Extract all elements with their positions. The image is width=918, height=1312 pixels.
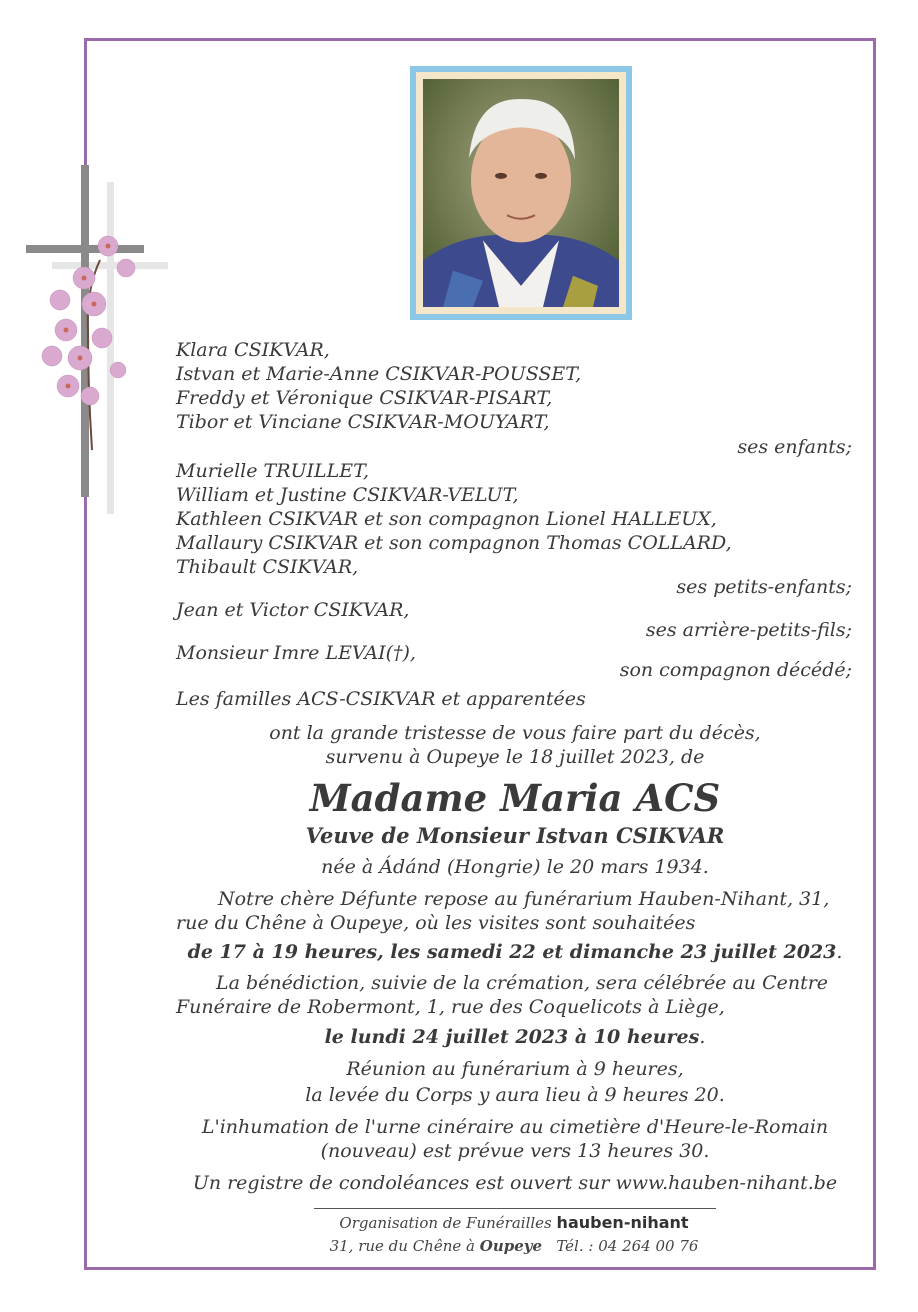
visitation-line: Notre chère Défunte repose au funérarium Hauben-Nihant, 31, xyxy=(218,888,830,910)
footer-divider xyxy=(314,1208,716,1209)
birth-info: née à Ádánd (Hongrie) le 20 mars 1934. xyxy=(321,856,709,878)
children-role: ses enfants; xyxy=(737,436,852,458)
visitation-hours-end: . xyxy=(836,941,843,963)
great-grandchildren-role: ses arrière-petits-fils; xyxy=(645,619,852,641)
grandchildren-role: ses petits-enfants; xyxy=(676,576,852,598)
child-name: Freddy et Véronique CSIKVAR-PISART, xyxy=(176,387,553,409)
cross-with-flowers-icon xyxy=(22,160,172,520)
grandchild-name: William et Justine CSIKVAR-VELUT, xyxy=(176,484,519,506)
burial-line: (nouveau) est prévue vers 13 heures 30. xyxy=(320,1140,710,1162)
grandchild-name: Thibault CSIKVAR, xyxy=(176,556,359,578)
footer-street: 31, rue du Chêne à xyxy=(329,1237,475,1255)
companion-role: son compagnon décédé; xyxy=(619,659,852,681)
ceremony-line: La bénédiction, suivie de la crémation, sera célébrée au Centre xyxy=(216,972,829,994)
ceremony-date-end: . xyxy=(699,1026,706,1048)
burial-line: L'inhumation de l'urne cinéraire au cimetière d'Heure-le-Romain xyxy=(201,1116,829,1138)
footer-address xyxy=(84,1236,918,1256)
ceremony-date-text: le lundi 24 juillet 2023 à 10 heures xyxy=(324,1026,700,1048)
announcement-line: ont la grande tristesse de vous faire part du décès, xyxy=(269,722,761,744)
meeting-line: Réunion au funérarium à 9 heures, xyxy=(346,1058,684,1080)
grandchild-name: Mallaury CSIKVAR et son compagnon Thomas COLLARD, xyxy=(176,532,732,554)
child-name: Klara CSIKVAR, xyxy=(176,339,330,361)
meeting-line: la levée du Corps y aura lieu à 9 heures 20. xyxy=(305,1084,725,1106)
footer-phone: Tél. : 04 264 00 76 xyxy=(556,1237,699,1255)
child-name: Tibor et Vinciane CSIKVAR-MOUYART, xyxy=(176,411,550,433)
portrait-photo xyxy=(423,79,619,307)
footer-org-prefix: Organisation de Funérailles xyxy=(339,1214,552,1232)
grandchild-name: Kathleen CSIKVAR et son compagnon Lionel HALLEUX, xyxy=(176,508,717,530)
companion-name: Monsieur Imre LEVAI(†), xyxy=(176,642,416,664)
brand-logo: hauben-nihant xyxy=(556,1213,689,1232)
grandchild-name: Murielle TRUILLET, xyxy=(176,460,370,482)
deceased-name: Madame Maria ACS xyxy=(309,776,721,820)
great-grandchild-name: Jean et Victor CSIKVAR, xyxy=(176,599,410,621)
visitation-hours-text: de 17 à 19 heures, les samedi 22 et dimanche 23 juillet 2023 xyxy=(187,941,837,963)
announcement-line: survenu à Oupeye le 18 juillet 2023, de xyxy=(325,746,705,768)
child-name: Istvan et Marie-Anne CSIKVAR-POUSSET, xyxy=(176,363,582,385)
visitation-line: rue du Chêne à Oupeye, où les visites sont souhaitées xyxy=(176,912,696,934)
footer-city: Oupeye xyxy=(479,1237,543,1255)
families-line: Les familles ACS-CSIKVAR et apparentées xyxy=(176,688,586,710)
visitation-hours xyxy=(84,940,918,964)
condolence-registry: Un registre de condoléances est ouvert sur www.hauben-nihant.be xyxy=(192,1172,838,1194)
footer-organisation xyxy=(84,1213,918,1233)
portrait-frame xyxy=(410,66,632,320)
widow-of: Veuve de Monsieur Istvan CSIKVAR xyxy=(305,823,725,848)
ceremony-line: Funéraire de Robermont, 1, rue des Coquelicots à Liège, xyxy=(176,996,725,1018)
ceremony-date xyxy=(84,1025,918,1049)
